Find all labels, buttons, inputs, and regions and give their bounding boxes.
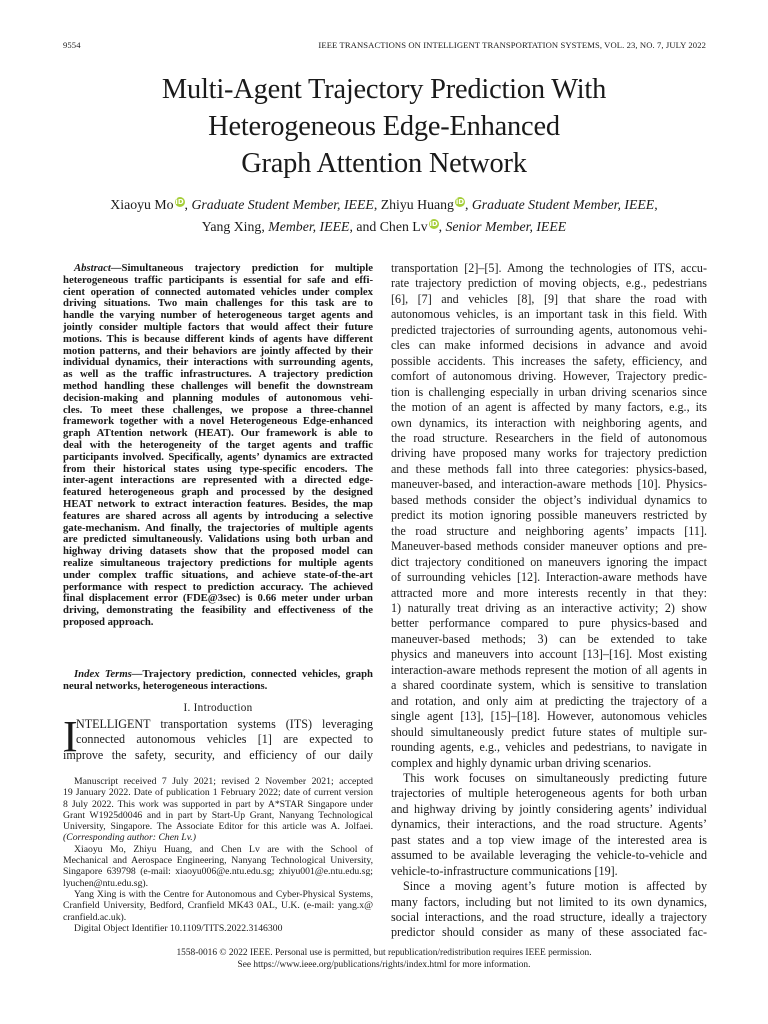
- abstract-line: are predicted simultaneously. Validations using both urban and: [63, 533, 373, 546]
- title-line: Heterogeneous Edge-Enhanced: [208, 111, 560, 142]
- intro-line: connected autonomous vehicles [1] are expected to: [76, 732, 373, 747]
- body-line: of surrounding vehicles [12]. Interaction-aware methods have: [391, 570, 707, 585]
- abstract-line: driving situations. Two main challenges for this task are to: [63, 297, 373, 310]
- abstract: [63, 263, 373, 629]
- abstract-line: graph ATtention network (HEAT). Our framework is able to: [63, 427, 373, 440]
- body-line: the road structure. Researchers in the field of autonomous: [391, 430, 707, 445]
- body-line: the motion of an agent is affected by many factors, e.g., its: [391, 400, 707, 415]
- abstract-line: driving, demonstrating the feasibility and effectiveness of the: [63, 604, 373, 617]
- body-line: transportation [2]–[5]. Among the technologies of ITS, accu-: [391, 261, 707, 275]
- copyright-line: 1558-0016 © 2022 IEEE. Personal use is permitted, but republication/redistribution requires IEEE permission.: [176, 948, 592, 958]
- footnote-line: 8 July 2022. This work was supported in part by A*STAR Singapore under: [63, 798, 373, 810]
- body-line: possible accidents. This increases the safety, efficiency, and: [391, 353, 707, 368]
- footnote-line: (Corresponding author: Chen Lv.): [63, 832, 196, 844]
- index-terms-text: Trajectory prediction, connected vehicles, graph: [142, 668, 373, 680]
- body-line: the road structure and neighboring agents’ impacts [11].: [391, 523, 707, 538]
- footnote-line: Yang Xing is with the Centre for Autonomous and Cyber-Physical Systems,: [74, 888, 373, 900]
- body-line: own dynamics, its interaction with neighboring agents, and: [391, 415, 707, 430]
- body-line: [6], [7] and vehicles [8], [9] that share the road with: [391, 291, 707, 306]
- body-line: rate trajectory prediction of moving objects, e.g., pedestrians: [391, 276, 707, 291]
- body-line: and these methods fall into three categories: physics-based,: [391, 461, 707, 476]
- section-heading: I. Introduction: [183, 702, 253, 714]
- author-membership: Graduate Student Member, IEEE: [471, 197, 655, 212]
- body-line: better performance compared to pure physics-based and: [391, 616, 707, 631]
- page-number: 9554: [63, 40, 81, 50]
- abstract-line: from their historical states using type-specific encoders. The: [63, 462, 373, 475]
- index-terms: [63, 669, 373, 693]
- author-name: Chen Lv: [379, 219, 428, 234]
- footnote-line: Singapore 639798 (e-mail: xiaoyu006@e.ntu.edu.sg; zhiyu001@e.ntu.edu.sg;: [63, 866, 373, 878]
- abstract-line: gate-mechanism. And finally, the trajectories of multiple agents: [63, 521, 373, 534]
- body-line: social interactions, and the road structure, ideally a trajectory: [391, 910, 707, 925]
- abstract-line: HEAT network to extract interaction features. Besides, the map: [63, 497, 373, 510]
- footnote-line: 19 January 2022. Date of publication 1 February 2022; date of current version: [63, 787, 373, 799]
- abstract-line: featured heterogeneous graph and processed by the designed: [63, 486, 373, 499]
- body-line: and rotation, and only aim at predicting the trajectory of a: [391, 693, 707, 708]
- body-line: complex and highly dynamic urban driving scenarios.: [391, 755, 652, 770]
- abstract-line: performance with respect to prediction accuracy. The achieved: [63, 580, 373, 593]
- abstract-line: heterogeneous traffic participants is essential for safe and effi-: [63, 273, 373, 286]
- intro-paragraph-cont: [63, 748, 373, 763]
- body-line: should simultaneously predict future states of multiple sur-: [391, 724, 707, 739]
- orcid-icon[interactable]: iD: [175, 198, 184, 206]
- footnotes: [63, 776, 373, 934]
- body-line: many factors, including but not limited to its own dynamics,: [391, 894, 707, 909]
- author-line: Xiaoyu Mo iD, Graduate Student Member, IEEE, Zhiyu Huang iD, Graduate Student Member, IEEE,: [110, 197, 658, 212]
- footnote-line: Xiaoyu Mo, Zhiyu Huang, and Chen Lv are with the School of: [74, 843, 373, 855]
- body-line: and highway driving by jointly considering agents’ individual: [391, 801, 707, 816]
- footnote-line: Grant W1925d0046 and in part by Start-Up Grant, Nanyang Technological: [63, 809, 373, 821]
- journal-running-header: IEEE TRANSACTIONS ON INTELLIGENT TRANSPORTATION SYSTEMS, VOL. 23, NO. 7, JULY 2022: [318, 40, 706, 50]
- body-line: tion is challenging especially in urban driving scenarios since: [391, 384, 707, 399]
- body-line: maneuver-based methods; 3) can be extended to take: [391, 631, 707, 646]
- footnote-line: cranfield.ac.uk).: [63, 911, 127, 923]
- conjunction: and: [356, 219, 377, 234]
- body-line: Since a moving agent’s future motion is affected by: [403, 879, 707, 894]
- body-line: based methods consider the object’s individual dynamics to: [391, 492, 707, 507]
- body-line: 1) naturally treat driving as an interactive activity; 2) show: [391, 600, 707, 615]
- body-line: predicted trajectories of surrounding agents, autonomous vehi-: [391, 322, 707, 337]
- abstract-line: motion patterns, and their behaviors are jointly affected by their: [63, 344, 373, 357]
- index-terms-label: Index Terms—: [74, 668, 143, 680]
- author-name: Zhiyu Huang: [380, 197, 454, 212]
- abstract-line: as well as the traffic infrastructures. A trajectory prediction: [63, 368, 373, 381]
- abstract-line: jointly consider multiple factors that would affect their future: [63, 320, 373, 333]
- body-line: predictor should consider as many of these associated fac-: [391, 925, 707, 940]
- abstract-line: decision-making and planning modules of autonomous vehi-: [63, 391, 373, 404]
- abstract-line: participants involved. Specifically, agents’ dynamics are extracted: [63, 450, 373, 463]
- footnote-line: Cranfield University, Bedford, Cranfield MK43 0AL, U.K. (e-mail: yang.x@: [63, 900, 373, 912]
- abstract-line: realize simultaneous trajectory predictions for multiple agents: [63, 556, 373, 569]
- body-line: dict trajectory conditioned on maneuvers ignoring the impact: [391, 554, 707, 569]
- index-terms-line: neural networks, heterogeneous interactions.: [63, 679, 268, 692]
- abstract-label: Abstract—: [74, 262, 122, 274]
- author-name: Xiaoyu Mo: [110, 197, 174, 212]
- abstract-line: under complex traffic situations, and achieve state-of-the-art: [63, 568, 373, 581]
- abstract-line: motions. This is because different kinds of agents have different: [63, 332, 373, 345]
- abstract-line: cient operation of connected automated vehicles under complex: [63, 285, 373, 298]
- author-membership: Graduate Student Member, IEEE: [191, 197, 374, 212]
- paper-title: [0, 71, 768, 182]
- title-line: Multi-Agent Trajectory Prediction With: [161, 74, 607, 105]
- body-line: attracted more and more interests recently in that they:: [391, 585, 707, 600]
- body-line: driving have proposed many works for trajectory prediction: [391, 446, 707, 461]
- abstract-text: Simultaneous trajectory prediction for multiple: [121, 262, 373, 274]
- intro-line: improve the safety, security, and efficiency of our daily: [63, 748, 373, 762]
- author-line: Yang Xing, Member, IEEE, and Chen Lv iD, Senior Member, IEEE: [201, 219, 567, 234]
- abstract-line: framework together with a novel Heterogeneous Edge-enhanced: [63, 415, 373, 428]
- right-column: [391, 261, 707, 941]
- abstract-line: features are shared across all agents by introducing a selective: [63, 509, 373, 522]
- abstract-line: method handling these challenges will benefit the downstream: [63, 379, 373, 392]
- body-line: comfort of autonomous driving. However, Trajectory predic-: [391, 369, 707, 384]
- body-line: predict its motion ignoring possible maneuvers restricted by: [391, 508, 707, 523]
- abstract-line: highway driving datasets show that the proposed model can: [63, 545, 373, 558]
- abstract-line: proposed approach.: [63, 615, 154, 628]
- abstract-line: final displacement error (FDE@3sec) is 0.66 meter under urban: [63, 592, 373, 605]
- body-line: maneuver-based, and interaction-aware methods [10]. Physics-: [391, 477, 707, 492]
- footnote-line: Manuscript received 7 July 2021; revised 2 November 2021; accepted: [74, 776, 373, 787]
- author-list: [0, 194, 768, 238]
- footnote-line: University, Singapore. The Associate Editor for this article was A. Jolfaei.: [63, 821, 373, 833]
- body-line: physics and maneuvers into account [13]–[16]. Most existing: [391, 647, 707, 662]
- body-line: past states and a top view image of the interested area is: [391, 832, 707, 847]
- body-line: single agent [13], [15]–[18]. However, autonomous vehicles: [391, 709, 707, 724]
- footnote-line: lyuchen@ntu.edu.sg).: [63, 877, 149, 889]
- rights-link-line[interactable]: See https://www.ieee.org/publications/rights/index.html for more information.: [237, 960, 531, 970]
- abstract-line: inter-agent interactions are represented with a directed edge-: [63, 474, 373, 487]
- author-name: Yang Xing: [201, 219, 262, 234]
- orcid-icon[interactable]: iD: [455, 198, 465, 206]
- abstract-line: individual dynamics, their interactions with surrounding agents,: [63, 356, 373, 369]
- body-line: autonomous vehicles, is an important task in this field. With: [391, 307, 707, 322]
- body-line: cles can make informed decisions in advance and avoid: [391, 338, 707, 353]
- intro-line: NTELLIGENT transportation systems (ITS) leveraging: [76, 717, 373, 731]
- footnote-line: Mechanical and Aerospace Engineering, Nanyang Technological University,: [63, 855, 373, 867]
- body-line: trajectories of multiple heterogeneous agents for both urban: [391, 786, 707, 801]
- copyright-notice: [0, 947, 768, 971]
- title-line: Graph Attention Network: [241, 148, 527, 179]
- orcid-icon[interactable]: iD: [429, 220, 438, 228]
- abstract-line: deal with the heterogeneity of the target agents and traffic: [63, 438, 373, 451]
- body-line: interaction-aware methods represent the motion of all agents in: [391, 662, 707, 677]
- body-line: Maneuver-based methods consider maneuver options and pre-: [391, 539, 707, 554]
- abstract-line: handle the varying number of heterogeneous target agents and: [63, 309, 373, 322]
- body-line: dynamics, their interactions, and the road structure. Agents’: [391, 817, 707, 832]
- intro-paragraph: [76, 717, 373, 748]
- doi-line: Digital Object Identifier 10.1109/TITS.2022.3146300: [74, 922, 283, 934]
- author-membership: Senior Member, IEEE: [445, 219, 567, 234]
- abstract-line: cles. To meet these challenges, we propose a three-channel: [63, 403, 373, 416]
- body-line: assumed to be available leveraging the vehicle-to-vehicle and: [391, 848, 707, 863]
- body-line: This work focuses on simultaneously predicting future: [403, 770, 707, 785]
- author-membership: Member, IEEE: [268, 219, 350, 234]
- drop-cap: I: [63, 712, 78, 761]
- body-line: a shared coordinate system, which is sensitive to translation: [391, 678, 707, 693]
- body-line: vehicle-to-infrastructure communications [19].: [391, 863, 618, 878]
- body-line: rounding agents, e.g., vehicles and pedestrians, to navigate in: [391, 740, 707, 755]
